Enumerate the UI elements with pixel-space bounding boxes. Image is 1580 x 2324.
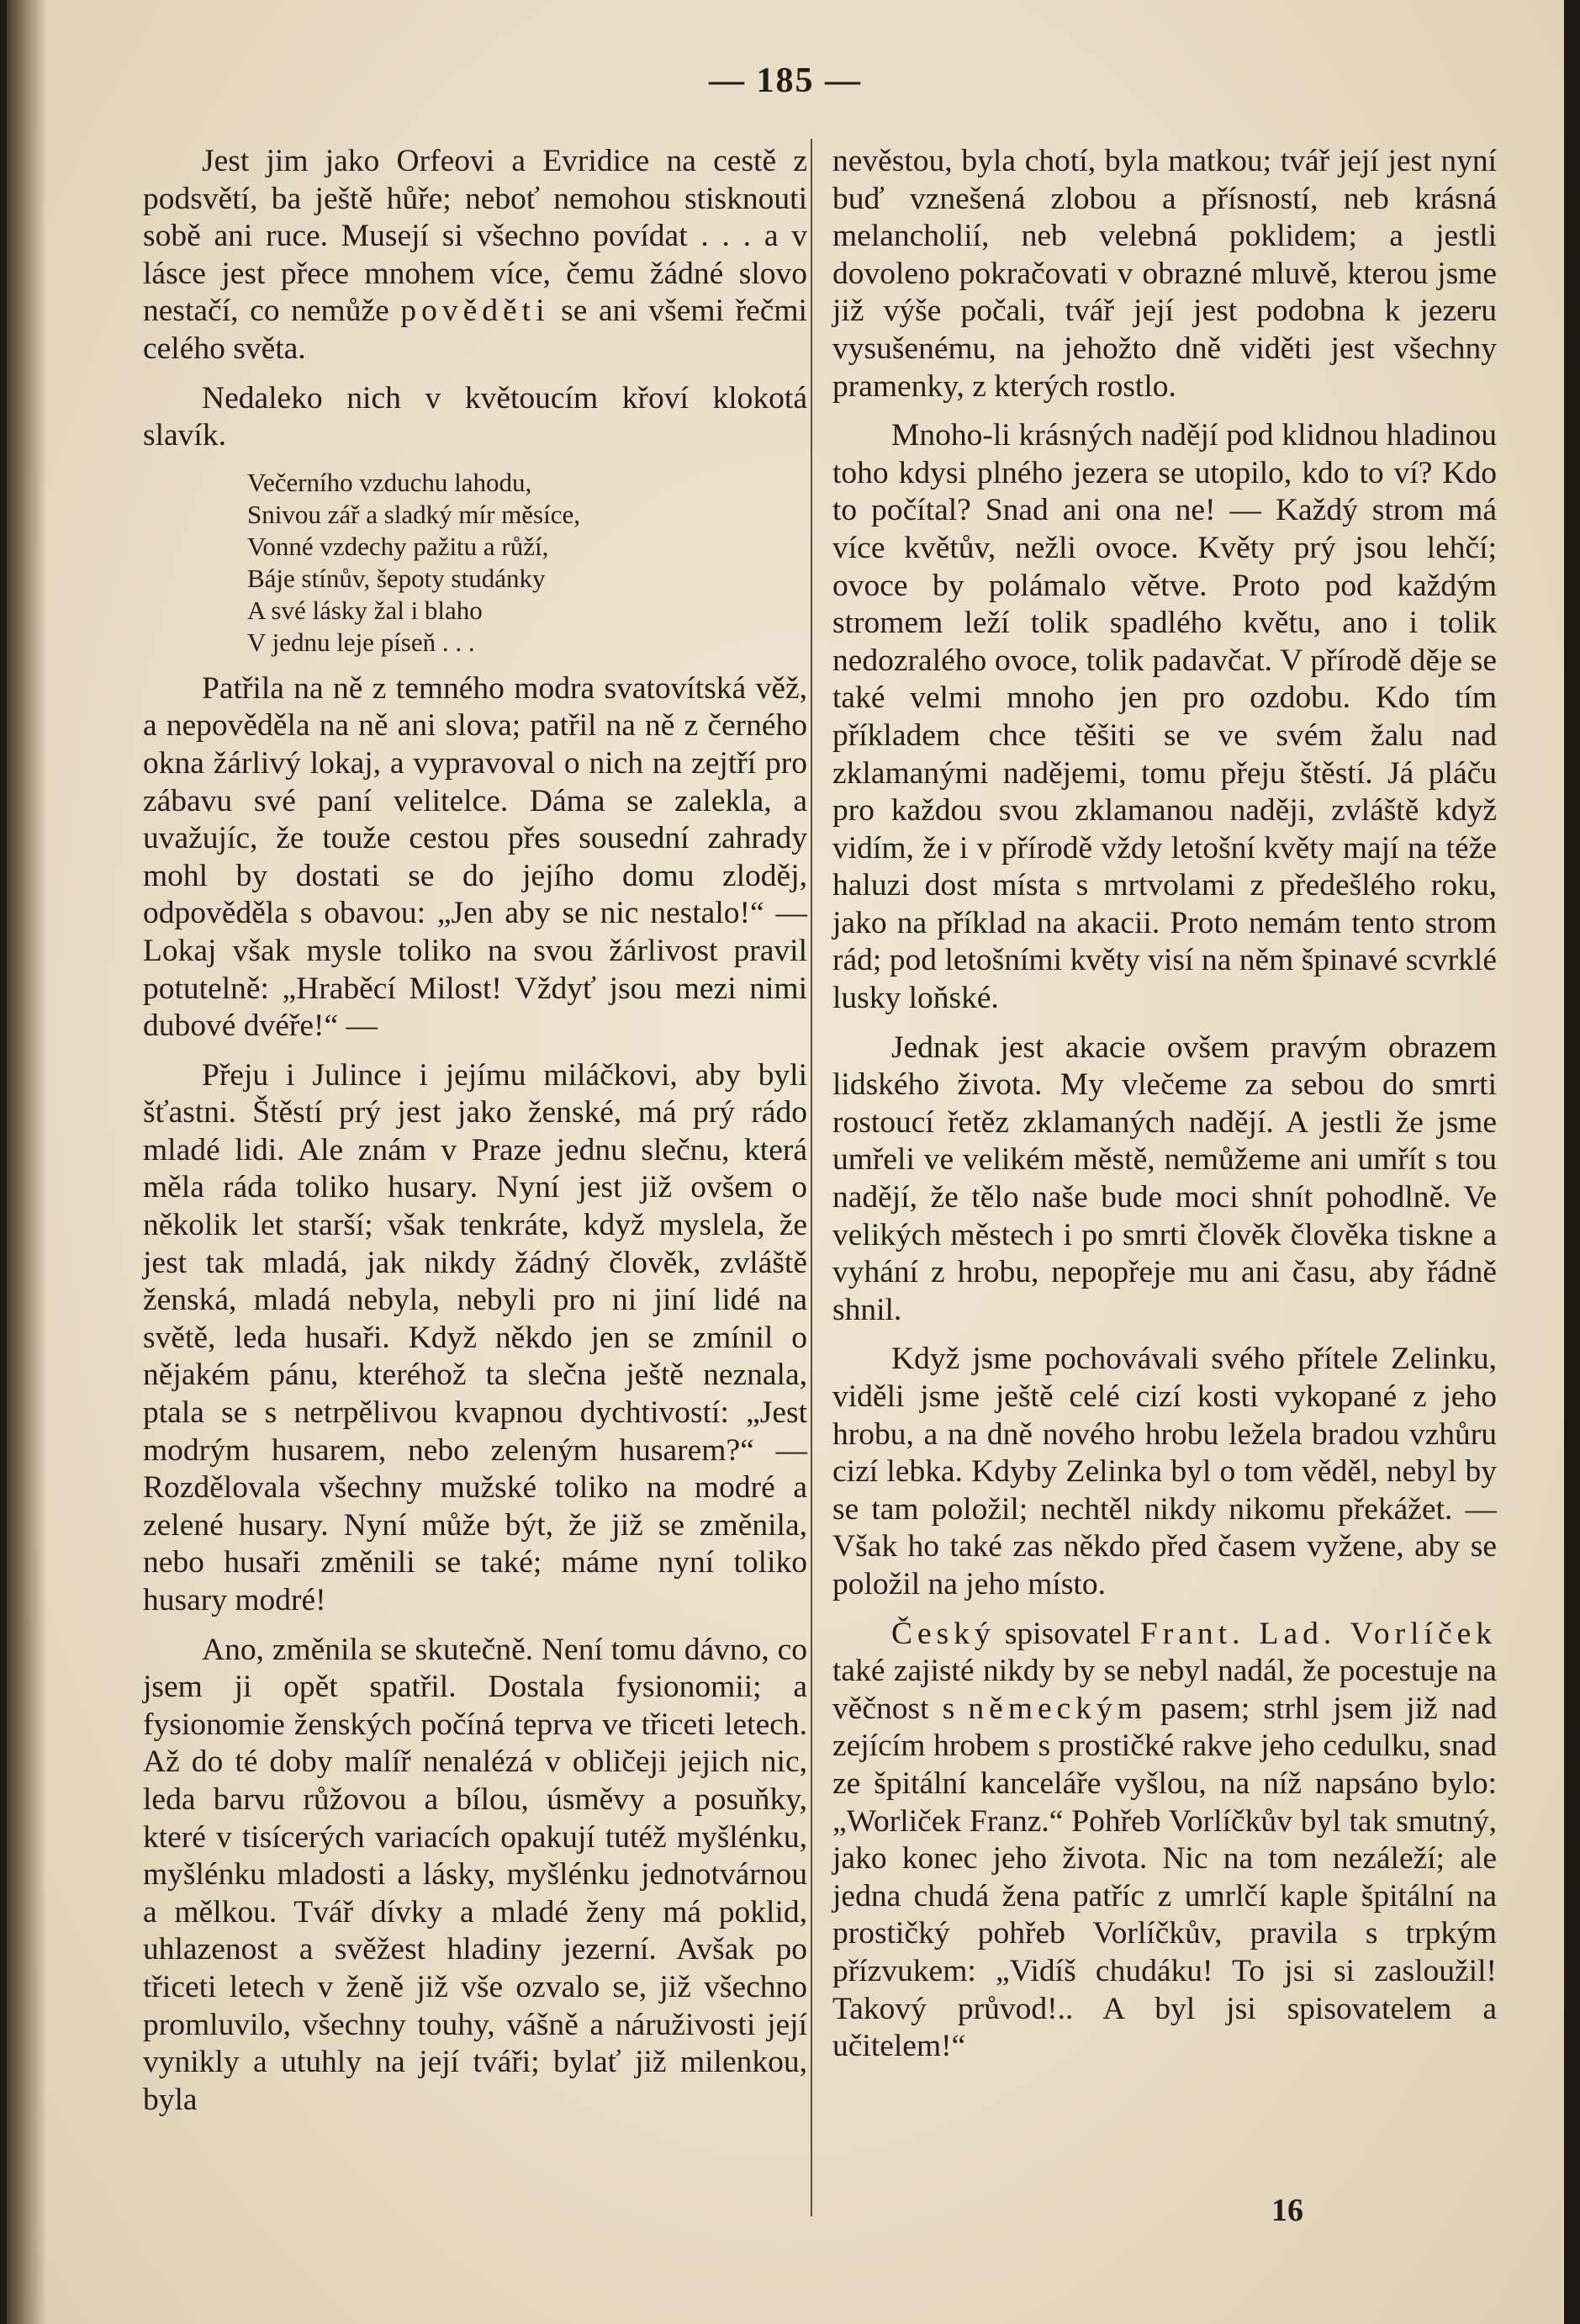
spaced-emphasis: pověděti xyxy=(400,294,550,329)
text-run: spisovatel xyxy=(995,1616,1140,1651)
paragraph xyxy=(143,143,807,368)
signature-mark: 16 xyxy=(1271,2193,1303,2228)
column-divider xyxy=(811,139,812,2216)
left-column xyxy=(143,143,807,2119)
poem-line: A své lásky žal i blaho xyxy=(247,595,483,625)
paragraph: Patřila na ně z temného modra svatovítská věž, a nepověděla na ně ani slova; patřil na ně z černého okna žárlivý lokaj, a vypravoval o nich na zejtří pro zábavu své paní velitelce. Dáma se zalekla, a uvažujíc, že touže cestou přes sousední zahrady mohl by dostati se do jejího domu zloděj, odpověděla s obavou: „Jen aby se nic nestalo!“ — Lokaj však mysle toliko na svou žárlivost pravil potutelně: „Hraběcí Milost! Vždyť jsou mezi nimi dubové dvéře!“ — xyxy=(143,670,807,1044)
text-run: Jest jim jako Orfeovi a Evridice na cestě z podsvětí, ba ještě hůře; neboť nemohou stisknouti sobě ani ruce. Musejí si všechno povídat . . . a v lásce jest přece mnohem více, čemu žádné slovo nestačí, co nemůže xyxy=(143,144,807,329)
paragraph: Když jsme pochovávali svého přítele Zelinku, viděli jsme ještě celé cizí kosti vykopané z jeho hrobu, a na dně nového hrobu ležela bradou vzhůru cizí lebka. Kdyby Zelinka byl o tom věděl, nebyl by se tam položil; nechtěl nikdy nikomu překážet. — Však ho také zas někdo před časem vyžene, aby se položil na jeho místo. xyxy=(832,1342,1497,1601)
paragraph: nevěstou, byla chotí, byla matkou; tvář její jest nyní buď vznešená zlobou a přísností, neb krásná melancholií, neb velebná poklidem; a jestli dovoleno pokračovati v obrazné mluvě, kterou jsme již výše počali, tvář její jest podobna k jezeru vysušenému, na jehožto dně viděti jest všechny pramenky, z kterých rostlo. xyxy=(832,144,1497,404)
text-run: pasem; strhl jsem již nad zejícím hrobem s prostičké rakve jeho cedulku, snad ze špitální kanceláře vyšlou, na níž napsáno bylo: „Worliček Franz.“ Pohřeb Vorlíčkův byl tak smutný, jako konec jeho života. Nic na tom nezáleží; ale jedna chudá žena patříc z umrlčí kaple špitální na prostičký pohřeb Vorlíčkův, pravila s trpkým přízvukem: „Vidíš chudáku! To jsi si zasloužil! Takový průvod!.. A byl jsi spisovatelem a učitelem!“ xyxy=(832,1691,1497,2064)
binding-spine-shadow xyxy=(7,0,47,2324)
paragraph xyxy=(832,1616,1497,2066)
paragraph: Nedaleko nich v květoucím křoví klokotá slavík. xyxy=(143,380,807,453)
paragraph: Ano, změnila se skutečně. Není tomu dávno, co jsem ji opět spatřil. Dostala fysionomii; a fysionomie ženských počíná teprva ve třiceti letech. Až do té doby malíř nenalézá v obličeji jejich nic, leda barvu růžovou a bílou, úsměvy a posuňky, které v tisícerých variacích opakují tutéž myšlénku, myšlénku mladosti a lásky, myšlénku jednotvárnou a mělkou. Tvář dívky a mladé ženy má poklid, uhlazenost a svěžest hladiny jezerní. Avšak po třiceti letech v ženě již vše ozvalo se, již všechno promluvilo, všechny touhy, vášně a náruživosti její vynikly a utuhly na její tváři; bylať již milenkou, byla xyxy=(143,1632,807,2117)
poem-line: Vonné vzdechy pažitu a růží, xyxy=(247,531,549,561)
text-run: také zajisté nikdy by se nebyl nadál, že pocestuje na věčnost s xyxy=(832,1654,1497,1726)
paragraph: Mnoho-li krásných nadějí pod klidnou hladinou toho kdysi plného jezera se utopilo, kdo to ví? Kdo to počítal? Snad ani ona ne! — Každý strom má více květův, nežli ovoce. Květy prý jsou lehčí; ovoce by polámalo větve. Proto pod každým stromem leží tolik spadlého květu, ano i tolik nedozralého ovoce, tolik padavčat. V přírodě děje se také velmi mnoho jen pro ozdobu. Kdo tím příkladem chce těšiti se ve svém žalu nad zklamanými nadějemi, tomu přeju štěstí. Já pláču pro každou svou zklamanou naději, zvláště když vidím, že i v přírodě vždy letošní květy mají na téže haluzi dost místa s mrtvolami z předešlého roku, jako na příklad na akacii. Proto nemám tento strom rád; pod letošními květy visí na něm špinavé scvrklé lusky loňské. xyxy=(832,418,1497,1016)
poem-line: Báje stínův, šepoty studánky xyxy=(247,563,546,593)
poem-line: Snivou zář a sladký mír měsíce, xyxy=(247,499,581,529)
paragraph: Jednak jest akacie ovšem pravým obrazem lidského života. My vlečeme za sebou do smrti rostoucí řetěz zklamaných nadějí. A jestli že jsme umřeli ve velikém městě, nemůžeme ani umřít s tou nadějí, že tělo naše bude moci shnít pohodlně. Ve velikých městech i po smrti člověk člověka tiskne a vyhání z hrobu, nepopřeje mu ani času, aby řádně shnil. xyxy=(832,1030,1497,1327)
paragraph: Přeju i Julince i jejímu miláčkovi, aby byli šťastni. Štěstí prý jest jako ženské, má prý rádo mladé lidi. Ale znám v Praze jednu slečnu, která měla ráda toliko husary. Nyní jest již ovšem o několik let starší; však tenkráte, když myslela, že jest tak mladá, jak nikdy žádný člověk, zvláště ženská, mladá nebyla, nebyli pro ni jiní lidé na světě, leda husaři. Když někdo jen se zmínil o nějakém pánu, kteréhož ta slečna ještě neznala, ptala se s netrpělivou kvapnou dychtivostí: „Jest modrým husarem, nebo zeleným husarem?“ — Rozdělovala všechny mužské toliko na modré a zelené husary. Nyní může být, že již se změnila, nebo husaři změnili se také; máme nyní toliko husary modré! xyxy=(143,1057,807,1617)
right-column xyxy=(832,143,1497,2066)
page-number-header: — 185 — xyxy=(709,61,862,100)
poem-line: V jednu leje píseň . . . xyxy=(247,627,475,657)
book-page xyxy=(7,0,1564,2324)
spaced-emphasis: německým xyxy=(968,1691,1147,1726)
poem xyxy=(247,467,807,659)
text-run: se ani všemi řečmi celého světa. xyxy=(143,294,807,366)
spaced-emphasis: Český xyxy=(891,1616,996,1651)
spaced-emphasis: Frant. Lad. Vorlíček xyxy=(1139,1616,1497,1651)
poem-line: Večerního vzduchu lahodu, xyxy=(247,467,532,497)
